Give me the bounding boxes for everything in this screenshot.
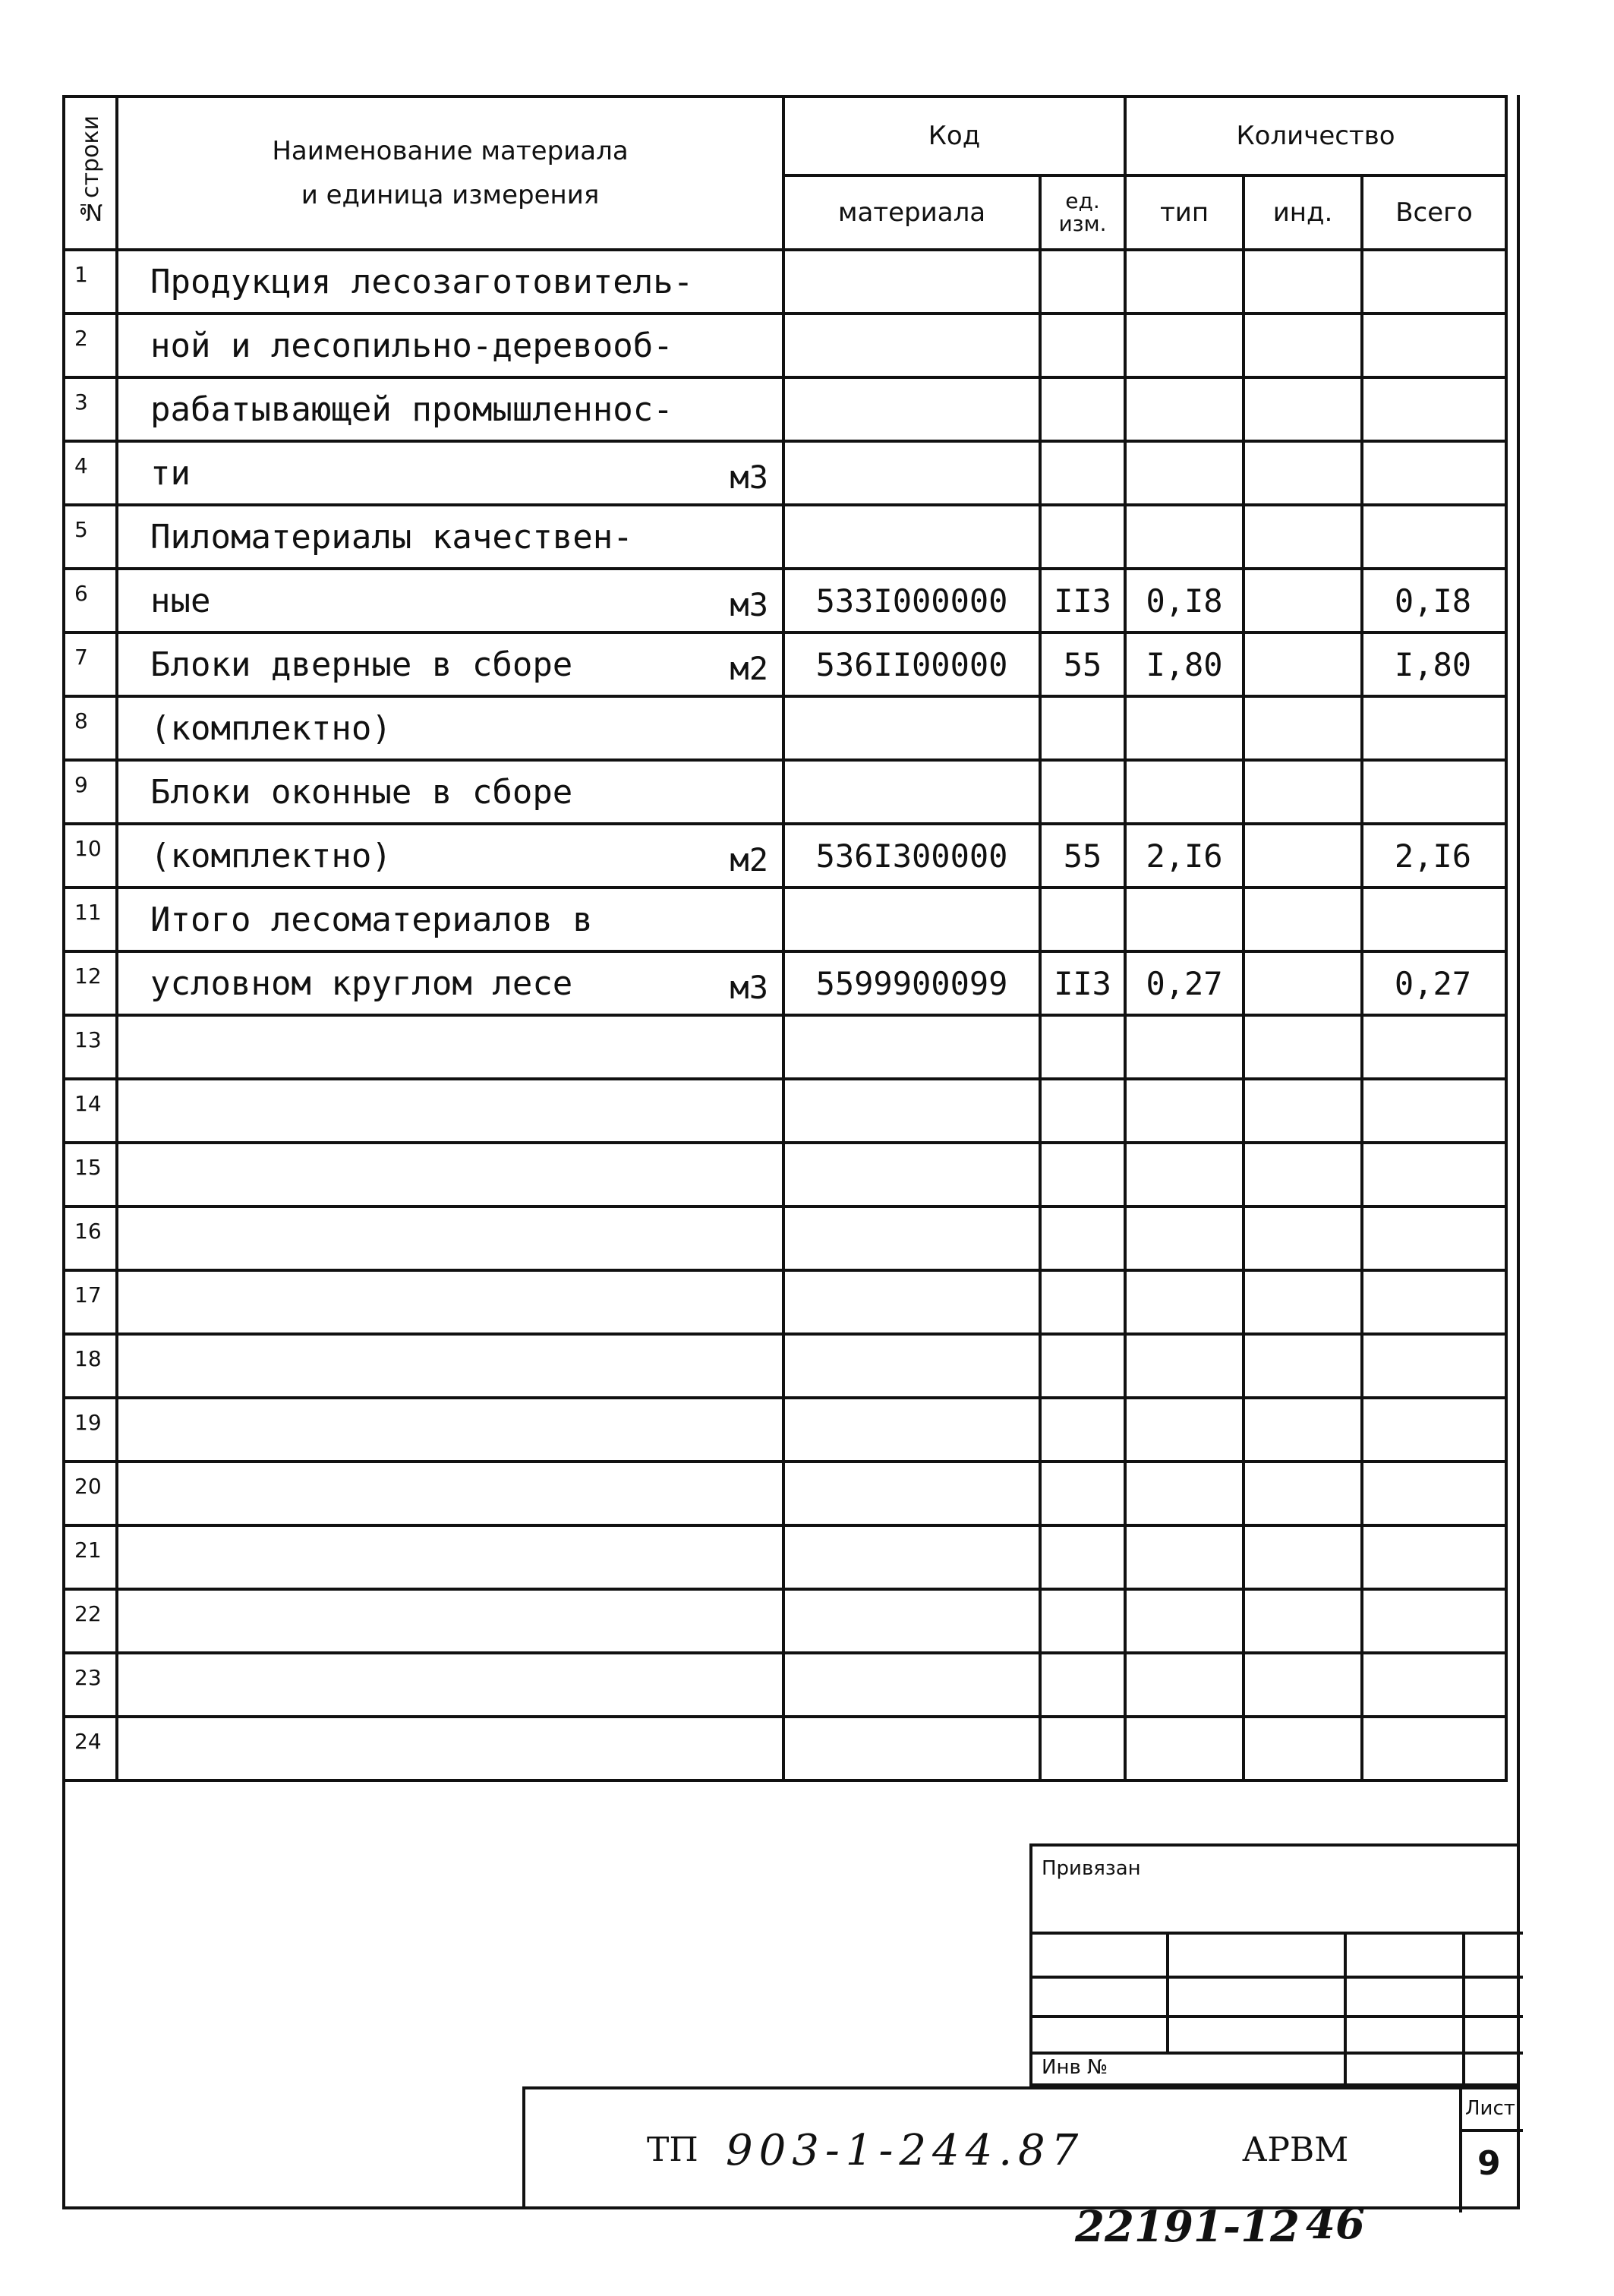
table-row — [64, 1589, 1506, 1653]
material-code: 5599900099 — [783, 951, 1040, 1015]
doc-prefix: ТП — [647, 2130, 698, 2169]
material-name-text: ной и лесопильно-деревооб- — [150, 326, 673, 365]
quantity-type — [1125, 377, 1244, 441]
row-number: 9 — [64, 760, 117, 824]
material-code — [783, 1143, 1040, 1206]
material-code — [783, 1653, 1040, 1717]
unit-code: 55 — [1040, 824, 1125, 888]
material-code-header: материала — [783, 175, 1040, 250]
material-code — [783, 1462, 1040, 1525]
unit-code: II3 — [1040, 951, 1125, 1015]
quantity-total — [1362, 1206, 1506, 1270]
row-number-header: №строки — [64, 96, 117, 250]
quantity-ind — [1244, 1079, 1362, 1143]
material-name-text: Пиломатериалы качествен- — [150, 517, 633, 557]
material-code — [783, 1079, 1040, 1143]
binding-vline-3 — [1462, 1932, 1465, 2089]
binding-line-3 — [1032, 2015, 1523, 2018]
table-row — [64, 314, 1506, 377]
quantity-ind — [1244, 760, 1362, 824]
quantity-total — [1362, 1079, 1506, 1143]
material-name — [117, 1462, 783, 1525]
material-name — [117, 1015, 783, 1079]
unit-code — [1040, 1143, 1125, 1206]
unit-code — [1040, 1398, 1125, 1462]
sheet-left-border — [62, 95, 65, 2209]
material-name — [117, 1270, 783, 1334]
quantity-type — [1125, 1206, 1244, 1270]
sheet-label: Лист — [1465, 2097, 1515, 2120]
quantity-ind — [1244, 1206, 1362, 1270]
material-code — [783, 441, 1040, 505]
unit-code — [1040, 314, 1125, 377]
material-code — [783, 250, 1040, 314]
row-number: 1 — [64, 250, 117, 314]
quantity-type — [1125, 1717, 1244, 1780]
row-number: 10 — [64, 824, 117, 888]
quantity-total — [1362, 1270, 1506, 1334]
material-name-text: рабатывающей промышленнос- — [150, 390, 673, 429]
quantity-type — [1125, 1525, 1244, 1589]
quantity-total — [1362, 888, 1506, 951]
row-number: 2 — [64, 314, 117, 377]
material-unit: м2 — [730, 650, 768, 687]
unit-code — [1040, 441, 1125, 505]
material-name — [117, 250, 783, 314]
material-code — [783, 314, 1040, 377]
unit-code — [1040, 1589, 1125, 1653]
table-row — [64, 1398, 1506, 1462]
material-name-header-line2: и единица измерения — [301, 180, 600, 210]
material-name — [117, 1589, 783, 1653]
row-number: 11 — [64, 888, 117, 951]
quantity-type: 0,I8 — [1125, 569, 1244, 632]
table-row — [64, 760, 1506, 824]
unit-code — [1040, 1079, 1125, 1143]
material-name — [117, 441, 783, 505]
unit-code — [1040, 250, 1125, 314]
row-number: 15 — [64, 1143, 117, 1206]
unit-code — [1040, 1462, 1125, 1525]
table-row — [64, 1525, 1506, 1589]
quantity-type — [1125, 1653, 1244, 1717]
table-row — [64, 505, 1506, 569]
quantity-ind — [1244, 1398, 1362, 1462]
row-number: 20 — [64, 1462, 117, 1525]
quantity-type — [1125, 1015, 1244, 1079]
quantity-total — [1362, 1398, 1506, 1462]
material-name — [117, 888, 783, 951]
unit-header-line2: изм. — [1058, 211, 1107, 236]
quantity-total — [1362, 1334, 1506, 1398]
unit-code: 55 — [1040, 632, 1125, 696]
material-name — [117, 569, 783, 632]
quantity-type: I,80 — [1125, 632, 1244, 696]
quantity-total — [1362, 1525, 1506, 1589]
unit-code — [1040, 1270, 1125, 1334]
row-number: 22 — [64, 1589, 117, 1653]
quantity-type: 2,I6 — [1125, 824, 1244, 888]
quantity-type — [1125, 1143, 1244, 1206]
row-number: 5 — [64, 505, 117, 569]
unit-code — [1040, 888, 1125, 951]
type-header: тип — [1125, 175, 1244, 250]
quantity-total — [1362, 314, 1506, 377]
material-name — [117, 1206, 783, 1270]
unit-code — [1040, 505, 1125, 569]
material-code — [783, 1589, 1040, 1653]
quantity-type — [1125, 760, 1244, 824]
quantity-total: I,80 — [1362, 632, 1506, 696]
table-row — [64, 1653, 1506, 1717]
material-name — [117, 1079, 783, 1143]
quantity-type — [1125, 1334, 1244, 1398]
quantity-ind — [1244, 1015, 1362, 1079]
quantity-ind — [1244, 888, 1362, 951]
material-name-text: ти — [150, 453, 191, 493]
quantity-type — [1125, 250, 1244, 314]
material-code — [783, 1015, 1040, 1079]
unit-code — [1040, 1334, 1125, 1398]
material-name-text: Блоки оконные в сборе — [150, 772, 573, 812]
material-unit: м3 — [730, 586, 768, 623]
material-name — [117, 1143, 783, 1206]
table-row — [64, 951, 1506, 1015]
quantity-ind — [1244, 1462, 1362, 1525]
unit-code — [1040, 1206, 1125, 1270]
binding-line-4 — [1032, 2052, 1523, 2055]
row-number: 7 — [64, 632, 117, 696]
materials-table — [62, 95, 1508, 1782]
row-number: 17 — [64, 1270, 117, 1334]
material-unit: м3 — [730, 459, 768, 496]
material-name — [117, 824, 783, 888]
material-code — [783, 1717, 1040, 1780]
row-number: 19 — [64, 1398, 117, 1462]
quantity-total — [1362, 1143, 1506, 1206]
table-row — [64, 1143, 1506, 1206]
material-name — [117, 1525, 783, 1589]
doc-mark: АРВМ — [1242, 2130, 1349, 2169]
table-row — [64, 824, 1506, 888]
row-number: 3 — [64, 377, 117, 441]
quantity-type — [1125, 1079, 1244, 1143]
quantity-type — [1125, 441, 1244, 505]
material-name — [117, 951, 783, 1015]
material-code: 536I300000 — [783, 824, 1040, 888]
quantity-total — [1362, 377, 1506, 441]
row-number: 24 — [64, 1717, 117, 1780]
quantity-type — [1125, 696, 1244, 760]
quantity-ind — [1244, 632, 1362, 696]
quantity-total — [1362, 1653, 1506, 1717]
material-code — [783, 888, 1040, 951]
quantity-total — [1362, 1462, 1506, 1525]
quantity-total — [1362, 505, 1506, 569]
quantity-ind — [1244, 314, 1362, 377]
quantity-ind — [1244, 696, 1362, 760]
binding-vline-2 — [1344, 1932, 1347, 2089]
quantity-ind — [1244, 1653, 1362, 1717]
row-number: 8 — [64, 696, 117, 760]
material-code — [783, 1206, 1040, 1270]
total-header: Всего — [1362, 175, 1506, 250]
quantity-header: Количество — [1125, 96, 1506, 175]
quantity-type — [1125, 505, 1244, 569]
material-name — [117, 1717, 783, 1780]
quantity-ind — [1244, 1143, 1362, 1206]
material-name-text: Итого лесоматериалов в — [150, 900, 593, 939]
quantity-total — [1362, 1015, 1506, 1079]
quantity-ind — [1244, 505, 1362, 569]
binding-vline-1 — [1166, 1932, 1169, 2052]
unit-code — [1040, 1717, 1125, 1780]
material-code — [783, 377, 1040, 441]
quantity-total — [1362, 760, 1506, 824]
material-code: 533I000000 — [783, 569, 1040, 632]
row-number: 6 — [64, 569, 117, 632]
quantity-type — [1125, 314, 1244, 377]
quantity-type — [1125, 888, 1244, 951]
material-code: 536II00000 — [783, 632, 1040, 696]
material-name — [117, 377, 783, 441]
code-header: Код — [783, 96, 1125, 175]
unit-code — [1040, 696, 1125, 760]
material-code — [783, 505, 1040, 569]
material-name-text: (комплектно) — [150, 836, 392, 875]
table-row — [64, 1270, 1506, 1334]
material-code — [783, 696, 1040, 760]
row-number: 18 — [64, 1334, 117, 1398]
quantity-type: 0,27 — [1125, 951, 1244, 1015]
unit-header-line1: ед. — [1065, 188, 1100, 213]
quantity-total — [1362, 1589, 1506, 1653]
material-name-text: (комплектно) — [150, 708, 392, 748]
table-row — [64, 569, 1506, 632]
material-code — [783, 1270, 1040, 1334]
material-name — [117, 760, 783, 824]
row-number: 21 — [64, 1525, 117, 1589]
table-row — [64, 1015, 1506, 1079]
material-name — [117, 632, 783, 696]
material-code — [783, 1525, 1040, 1589]
material-name-text: ные — [150, 581, 211, 620]
material-name — [117, 1653, 783, 1717]
quantity-ind — [1244, 1270, 1362, 1334]
sheet-cell-divider — [1459, 2089, 1462, 2212]
row-number: 23 — [64, 1653, 117, 1717]
quantity-ind — [1244, 377, 1362, 441]
unit-code: II3 — [1040, 569, 1125, 632]
quantity-type — [1125, 1462, 1244, 1525]
unit-header — [1040, 175, 1125, 250]
quantity-type — [1125, 1270, 1244, 1334]
material-name — [117, 1334, 783, 1398]
unit-code — [1040, 377, 1125, 441]
row-number: 4 — [64, 441, 117, 505]
material-name — [117, 505, 783, 569]
material-unit: м2 — [730, 841, 768, 878]
quantity-total — [1362, 696, 1506, 760]
quantity-total — [1362, 250, 1506, 314]
unit-code — [1040, 760, 1125, 824]
table-row — [64, 1206, 1506, 1270]
binding-line-1 — [1032, 1932, 1523, 1935]
material-code — [783, 1334, 1040, 1398]
table-row — [64, 441, 1506, 505]
table-row — [64, 377, 1506, 441]
unit-code — [1040, 1525, 1125, 1589]
sheet-number: 9 — [1477, 2144, 1501, 2183]
table-row — [64, 250, 1506, 314]
material-name — [117, 314, 783, 377]
row-number: 13 — [64, 1015, 117, 1079]
material-unit: м3 — [730, 969, 768, 1006]
quantity-total — [1362, 441, 1506, 505]
quantity-type — [1125, 1589, 1244, 1653]
ind-header: инд. — [1244, 175, 1362, 250]
quantity-ind — [1244, 951, 1362, 1015]
quantity-ind — [1244, 250, 1362, 314]
quantity-total: 0,I8 — [1362, 569, 1506, 632]
privyazan-label: Привязан — [1042, 1857, 1141, 1880]
quantity-total: 2,I6 — [1362, 824, 1506, 888]
material-name-text: Продукция лесозаготовитель- — [150, 262, 694, 301]
material-name-header-line1: Наименование материала — [272, 136, 629, 166]
table-row — [64, 1334, 1506, 1398]
table-row — [64, 632, 1506, 696]
quantity-type — [1125, 1398, 1244, 1462]
doc-number: 903-1-244.87 — [726, 2126, 1085, 2175]
material-code — [783, 1398, 1040, 1462]
quantity-ind — [1244, 441, 1362, 505]
table-row — [64, 888, 1506, 951]
row-number: 16 — [64, 1206, 117, 1270]
material-name-text: условном круглом лесе — [150, 964, 573, 1003]
quantity-ind — [1244, 1717, 1362, 1780]
table-row — [64, 1079, 1506, 1143]
binding-line-2 — [1032, 1976, 1523, 1979]
material-name-text: Блоки дверные в сборе — [150, 645, 573, 684]
quantity-ind — [1244, 1334, 1362, 1398]
table-body — [64, 250, 1506, 1780]
quantity-ind — [1244, 824, 1362, 888]
unit-code — [1040, 1653, 1125, 1717]
binding-stamp — [1029, 1843, 1520, 2086]
sheet-cell-line — [1459, 2129, 1523, 2132]
quantity-total — [1362, 1717, 1506, 1780]
row-number: 14 — [64, 1079, 117, 1143]
material-name — [117, 696, 783, 760]
title-block — [522, 2086, 1520, 2209]
quantity-total: 0,27 — [1362, 951, 1506, 1015]
inv-label: Инв № — [1042, 2056, 1108, 2079]
archive-sheet: 46 — [1306, 2199, 1365, 2249]
quantity-ind — [1244, 1525, 1362, 1589]
quantity-ind — [1244, 1589, 1362, 1653]
quantity-ind — [1244, 569, 1362, 632]
row-number: 12 — [64, 951, 117, 1015]
archive-number: 22191-12 — [1075, 2202, 1300, 2252]
material-name-header — [117, 96, 783, 250]
material-name — [117, 1398, 783, 1462]
table-row — [64, 1717, 1506, 1780]
unit-code — [1040, 1015, 1125, 1079]
material-code — [783, 760, 1040, 824]
table-row — [64, 1462, 1506, 1525]
table-row — [64, 696, 1506, 760]
